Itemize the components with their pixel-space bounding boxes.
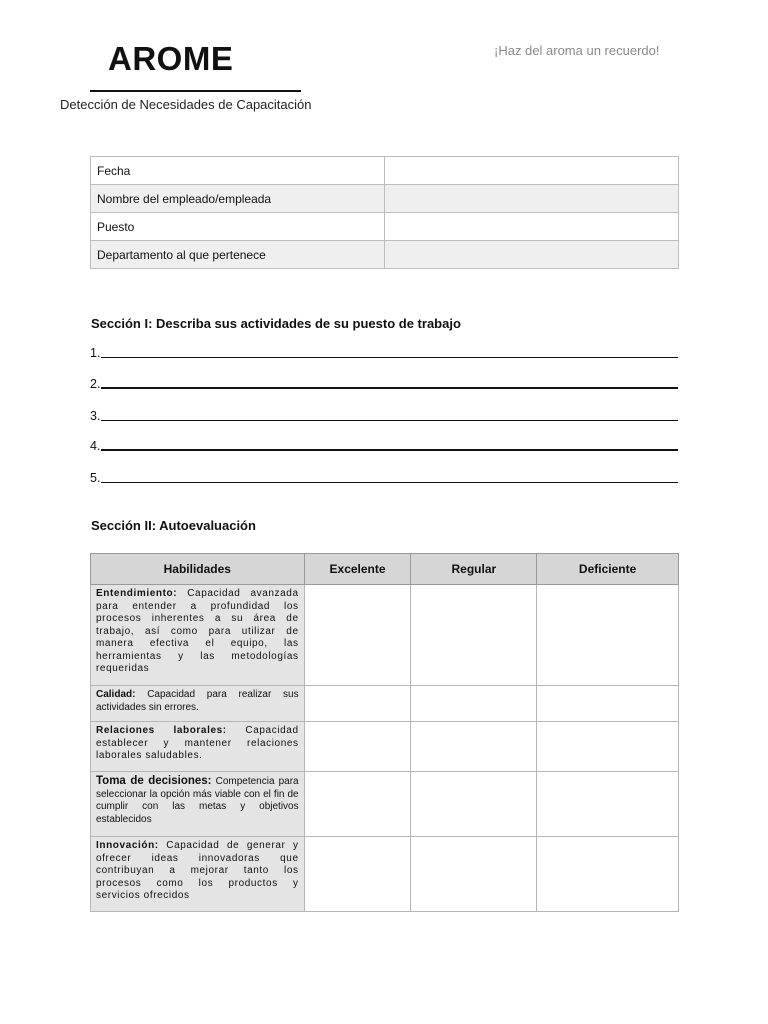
info-row-puesto [91, 213, 679, 241]
skill-row-calidad [91, 686, 679, 722]
skill-description [91, 837, 305, 912]
rating-deficiente-cell[interactable] [537, 585, 679, 686]
info-label: Puesto [91, 213, 385, 241]
skill-name: Toma de decisiones: [96, 775, 212, 787]
brand-logo-text: AROME [108, 40, 234, 77]
skill-name: Relaciones laborales: [96, 725, 227, 736]
activity-line-3[interactable] [90, 409, 678, 423]
info-label: Fecha [91, 157, 385, 185]
skill-text: Capacidad para realizar sus actividades sin errores. [96, 689, 299, 713]
rating-excelente-cell[interactable] [304, 686, 411, 722]
section-2-title: Sección II: Autoevaluación [91, 518, 256, 533]
rating-regular-cell[interactable] [411, 585, 537, 686]
line-number: 5. [90, 471, 101, 485]
rating-regular-cell[interactable] [411, 772, 537, 837]
info-label: Nombre del empleado/empleada [91, 185, 385, 213]
employee-info-table [90, 156, 679, 269]
brand-underline [90, 90, 301, 92]
activity-line-4[interactable] [90, 439, 678, 453]
rating-excelente-cell[interactable] [304, 772, 411, 837]
rating-excelente-cell[interactable] [304, 722, 411, 772]
rating-deficiente-cell[interactable] [537, 686, 679, 722]
info-row-departamento [91, 241, 679, 269]
rating-excelente-cell[interactable] [304, 585, 411, 686]
info-value-field[interactable] [385, 185, 679, 213]
header-deficiente: Deficiente [537, 554, 679, 585]
info-row-nombre [91, 185, 679, 213]
skill-name: Entendimiento: [96, 588, 178, 599]
rating-regular-cell[interactable] [411, 837, 537, 912]
line-number: 4. [90, 439, 101, 453]
tagline: ¡Haz del aroma un recuerdo! [494, 43, 660, 58]
info-row-fecha [91, 157, 679, 185]
skill-row-innovacion [91, 837, 679, 912]
skill-text: Competencia para seleccionar la opción más viable con el fin de cumplir con las metas y objetivos establecidos [96, 776, 299, 825]
skill-text: Capacidad establecer y mantener relaciones laborales saludables. [96, 725, 299, 761]
line-number: 1. [90, 346, 101, 360]
activity-line-5[interactable] [90, 471, 678, 485]
activity-line-2[interactable] [90, 377, 678, 391]
self-evaluation-table [90, 553, 679, 912]
rating-deficiente-cell[interactable] [537, 722, 679, 772]
header-habilidades: Habilidades [91, 554, 305, 585]
skill-description [91, 686, 305, 722]
info-label: Departamento al que pertenece [91, 241, 385, 269]
info-value-field[interactable] [385, 157, 679, 185]
line-number: 2. [90, 377, 101, 391]
header-regular: Regular [411, 554, 537, 585]
section-1-title: Sección I: Describa sus actividades de su puesto de trabajo [91, 316, 461, 331]
document-subtitle: Detección de Necesidades de Capacitación [60, 97, 312, 112]
skill-row-decisiones [91, 772, 679, 837]
skill-name: Innovación: [96, 840, 159, 851]
info-value-field[interactable] [385, 213, 679, 241]
line-number: 3. [90, 409, 101, 423]
rating-deficiente-cell[interactable] [537, 772, 679, 837]
rating-regular-cell[interactable] [411, 686, 537, 722]
skill-description [91, 585, 305, 686]
skill-text: Capacidad avanzada para entender a profundidad los procesos inherentes a su área de trabajo, así como para utilizar de manera efectiva el equipo, las herramientas y las metodologías requeridas [96, 588, 299, 674]
skill-description [91, 722, 305, 772]
skill-row-entendimiento [91, 585, 679, 686]
skill-text: Capacidad de generar y ofrecer ideas innovadoras que contribuyan a mejorar tanto los procesos como los productos y servicios ofrecidos [96, 840, 299, 901]
activity-line-1[interactable] [90, 346, 678, 360]
header-excelente: Excelente [304, 554, 411, 585]
skill-row-relaciones [91, 722, 679, 772]
skill-name: Calidad: [96, 689, 136, 700]
rating-deficiente-cell[interactable] [537, 837, 679, 912]
rating-excelente-cell[interactable] [304, 837, 411, 912]
skill-description [91, 772, 305, 837]
rating-regular-cell[interactable] [411, 722, 537, 772]
info-value-field[interactable] [385, 241, 679, 269]
eval-header-row [91, 554, 679, 585]
